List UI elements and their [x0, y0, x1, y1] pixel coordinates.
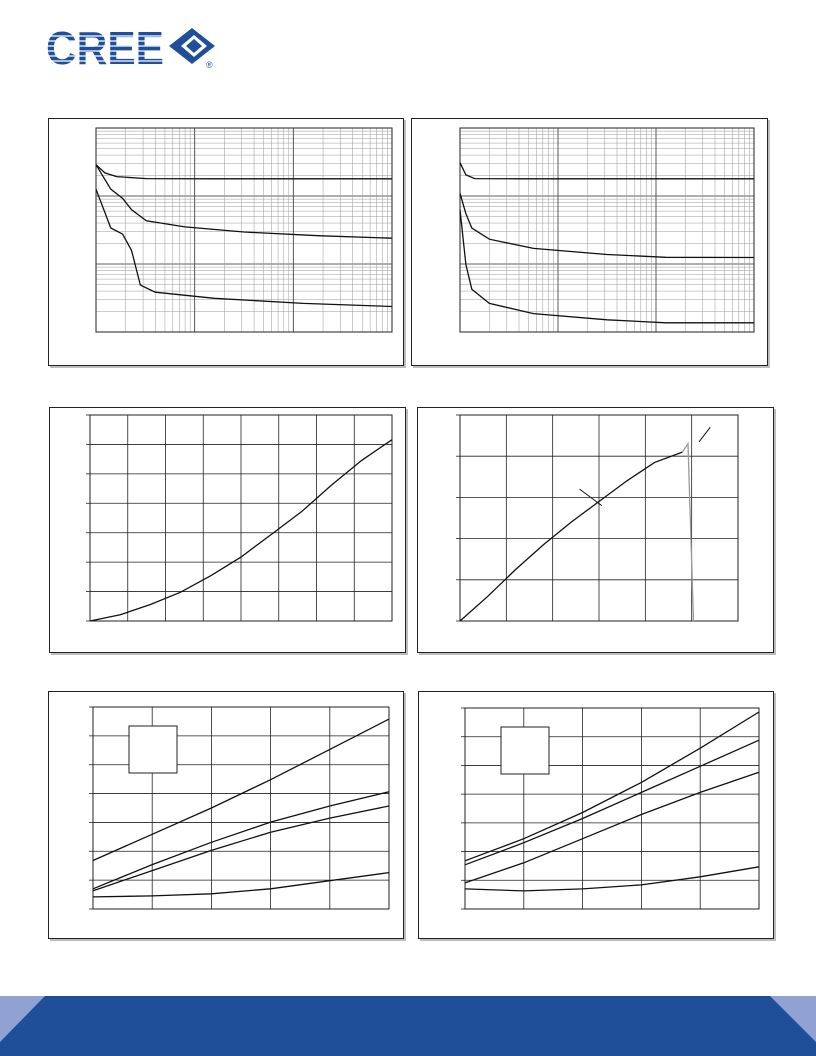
chart-panel-4 — [417, 407, 774, 653]
grid — [96, 128, 392, 332]
legend-box — [501, 727, 549, 774]
footer-bar — [0, 996, 816, 1056]
series-line-3 — [460, 210, 754, 323]
chart-6 — [419, 692, 775, 940]
series-line-1 — [460, 452, 682, 621]
chart-panel-2 — [411, 118, 768, 366]
chart-1 — [49, 119, 405, 367]
annotation-arrow-2 — [699, 427, 710, 441]
grid — [456, 415, 738, 621]
series-line-1 — [460, 163, 754, 179]
cree-logo — [46, 26, 218, 70]
series-line-2 — [460, 193, 754, 257]
chart-2 — [412, 119, 769, 367]
series-line-3 — [465, 772, 759, 883]
legend-box — [129, 726, 177, 773]
registered-mark: ® — [206, 60, 213, 70]
footer-band — [0, 996, 816, 1056]
series-line-4 — [465, 867, 759, 891]
logo-wordmark — [46, 26, 166, 70]
chart-panel-3 — [49, 407, 406, 653]
chart-panel-1 — [48, 118, 404, 366]
grid — [86, 415, 392, 621]
chart-3 — [50, 408, 407, 654]
chart-4 — [418, 408, 775, 654]
chart-panel-5 — [48, 691, 404, 939]
series-line-3 — [96, 189, 392, 306]
logo-chevron-icon — [169, 28, 215, 64]
chart-5 — [49, 692, 405, 940]
grid — [460, 128, 754, 332]
plot-frame — [460, 128, 754, 332]
series-line-1 — [96, 165, 392, 179]
svg-text:CREE: CREE — [46, 26, 164, 70]
plot-frame — [96, 128, 392, 332]
chart-panel-6 — [418, 691, 774, 939]
